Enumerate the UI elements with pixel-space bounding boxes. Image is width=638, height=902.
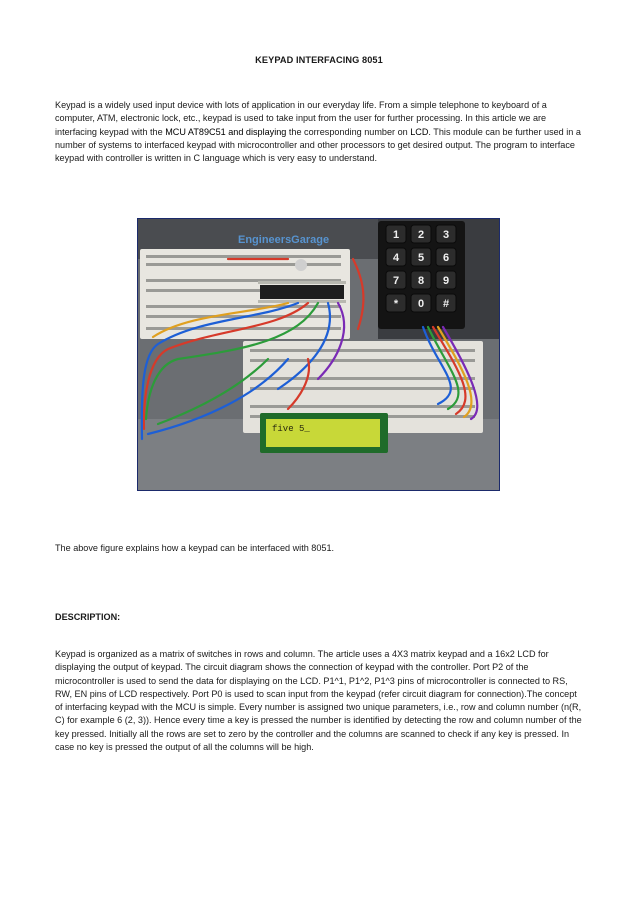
key-star-label: * [393,298,399,310]
key-hash-label: # [442,298,450,310]
key-5-label: 5 [417,252,425,264]
key-3-label: 3 [442,229,450,241]
lcd-display-text: five 5_ [272,424,310,434]
description-paragraph: Keypad is organized as a matrix of switches in rows and column. The article uses a 4X3 matrix keypad and a 16x2 LCD for displaying the output of keypad. The circuit diagram shows the connection of keypad with the controller. Port P2 of the microcontroller is used to send the data for displaying on the LCD. P1^1, P1^2, P1^3 pins of microcontroller is connected to RS, RW, EN pins of LCD respectively. Port P0 is used to scan input from the keypad (refer circuit diagram for connection).The concept of interfacing keypad with the MCU is simple. Every number is assigned two unique parameters, i.e., row and column number (n(R, C) for example 6 (2, 3)). Hence every time a key is pressed the number is identified by detecting the row and column number of the key pressed. Initially all the rows are set to zero by the controller and the columns are scanned to check if any key is pressed. In case no key is pressed the output of all the columns will be high. [55,649,582,753]
key-4-label: 4 [392,252,400,264]
mcu-link-text: MCU AT89C51 and displaying [165,126,287,137]
key-0-label: 0 [417,298,425,310]
keypad-circuit-photo [137,218,500,491]
engineersgarage-watermark: EngineersGarage [238,234,330,246]
document-title: KEYPAD INTERFACING 8051 [255,55,383,65]
key-8-label: 8 [417,275,425,287]
figure-caption: The above figure explains how a keypad can be interfaced with 8051. [55,543,335,553]
key-2-label: 2 [417,229,425,241]
intro-text-1: Keypad is a widely used input device with lots of application in our everyday life. From a simple telephone to keyboard of a computer, ATM, electronic lock, etc., keypad is used to take input from the user for further processing. In this article we are interfacing keypad with the [55,100,547,137]
description-heading: DESCRIPTION: [55,612,121,622]
key-1-label: 1 [392,229,400,241]
key-7-label: 7 [392,275,400,287]
key-6-label: 6 [442,252,450,264]
intro-paragraph [55,99,585,165]
intro-text-2: the corresponding number on [286,126,411,137]
key-9-label: 9 [442,275,450,287]
intro-text-3: . This module can be further used in a number of systems to interfaced keypad with microcontroller and other processors to get desired output. The program to interface keypad with controller is written in C language which is very easy to understand. [55,126,581,164]
lcd-link-text: LCD [410,126,429,137]
